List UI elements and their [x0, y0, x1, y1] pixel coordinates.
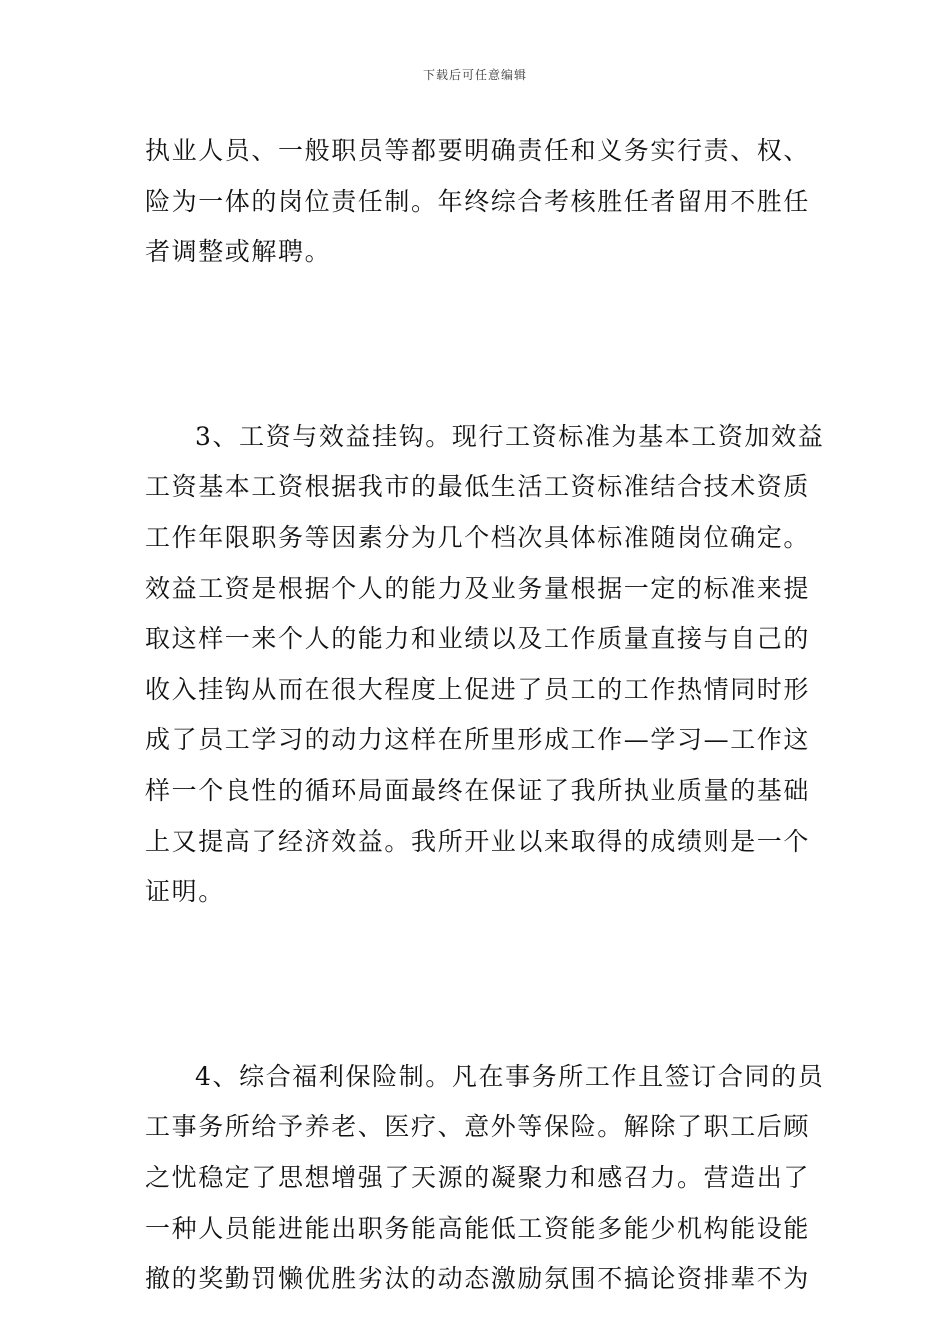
paragraph-spacer: [145, 918, 810, 1052]
text-line: 一种人员能进能出职务能高能低工资能多能少机构能设能: [145, 1213, 811, 1243]
paragraph-3: [145, 1052, 825, 1305]
paragraph-1: [145, 126, 810, 278]
page-header-note: 下载后可任意编辑: [422, 68, 527, 82]
text-line: 执业人员、一般职员等都要明确责任和义务实行责、权、: [145, 136, 811, 165]
text-line: 撤的奖勤罚懒优胜劣汰的动态激励氛围不搞论资排辈不为: [145, 1264, 811, 1294]
text-line: 收入挂钩从而在很大程度上促进了员工的工作热情同时形: [145, 674, 811, 704]
text-line: 效益工资是根据个人的能力及业务量根据一定的标准来提: [145, 573, 811, 603]
paragraph-2: [145, 412, 825, 918]
paragraph-spacer: [145, 278, 810, 412]
text-line: 上又提高了经济效益。我所开业以来取得的成绩则是一个: [145, 826, 811, 856]
text-line: 4、综合福利保险制。凡在事务所工作且签订合同的员: [195, 1061, 825, 1091]
text-line: 之忧稳定了思想增强了天源的凝聚力和感召力。营造出了: [145, 1162, 811, 1192]
text-line: 工作年限职务等因素分为几个档次具体标准随岗位确定。: [145, 522, 811, 552]
text-line: 者调整或解聘。: [145, 237, 332, 267]
text-line: 成了员工学习的动力这样在所里形成工作—学习—工作这: [145, 725, 811, 755]
text-line: 样一个良性的循环局面最终在保证了我所执业质量的基础: [145, 775, 811, 805]
text-line: 3、工资与效益挂钩。现行工资标准为基本工资加效益: [195, 421, 825, 451]
document-body: [145, 126, 825, 1305]
text-line: 工资基本工资根据我市的最低生活工资标准结合技术资质: [145, 472, 811, 502]
text-line: 险为一体的岗位责任制。年终综合考核胜任者留用不胜任: [145, 186, 811, 216]
text-line: 取这样一来个人的能力和业绩以及工作质量直接与自己的: [145, 624, 811, 654]
text-line: 证明。: [145, 877, 225, 907]
text-line: 工事务所给予养老、医疗、意外等保险。解除了职工后顾: [145, 1112, 811, 1142]
